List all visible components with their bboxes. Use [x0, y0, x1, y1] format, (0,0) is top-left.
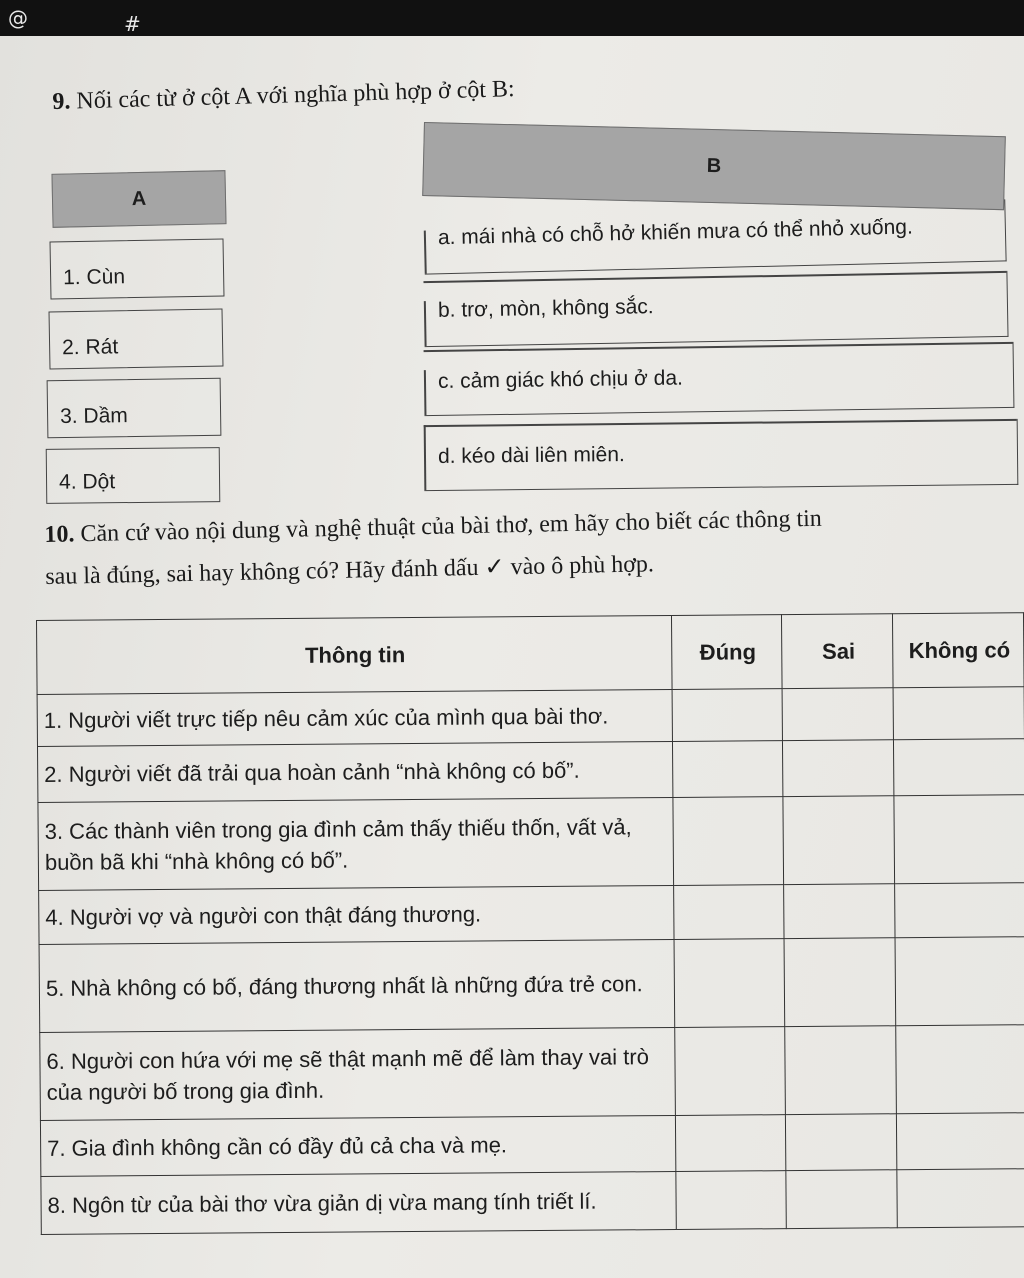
top-dark-strip: [0, 0, 1024, 36]
checkbox-correct-8[interactable]: [676, 1171, 787, 1230]
column-b-item-b-label: b. trơ, mòn, không sắc.: [437, 295, 654, 322]
column-a-item-3-label: 3. Dầm: [59, 404, 128, 429]
column-a-header-label: A: [131, 187, 147, 210]
header-incorrect: Sai: [782, 614, 893, 689]
question-10-text-line-2: sau là đúng, sai hay không có? Hãy đánh dấu ✓ vào ô phù hợp.: [45, 551, 655, 590]
checkbox-not-mentioned-2[interactable]: [894, 739, 1024, 796]
column-a-item-1-label: 1. Cùn: [62, 265, 126, 290]
table-header-row: [37, 613, 1024, 695]
checkbox-not-mentioned-3[interactable]: [894, 795, 1024, 884]
column-a-item-3: [47, 378, 222, 438]
checkbox-not-mentioned-8[interactable]: [897, 1169, 1024, 1228]
checkbox-incorrect-7[interactable]: [786, 1114, 897, 1171]
column-b-header: [422, 122, 1006, 210]
table-row: [38, 795, 1024, 891]
column-b-item-a-label: a. mái nhà có chỗ hở khiến mưa có thể nhỏ xuống.: [437, 215, 914, 250]
column-a-item-4-label: 4. Dột: [58, 470, 116, 494]
statement-8: 8. Ngôn từ của bài thơ vừa giản dị vừa mang tính triết lí.: [41, 1171, 676, 1234]
statement-5: 5. Nhà không có bố, đáng thương nhất là những đứa trẻ con.: [39, 940, 674, 1033]
checkbox-not-mentioned-7[interactable]: [897, 1113, 1024, 1170]
checkbox-incorrect-6[interactable]: [785, 1026, 896, 1115]
question-10-text-line-1: Căn cứ vào nội dung và nghệ thuật của bài thơ, em hãy cho biết các thông tin: [80, 505, 823, 548]
statement-4: 4. Người vợ và người con thật đáng thương.: [39, 886, 674, 945]
header-correct: Đúng: [671, 615, 782, 690]
table-row: [39, 937, 1024, 1033]
hash-sign-mark: #: [124, 12, 141, 36]
checkbox-incorrect-5[interactable]: [785, 938, 896, 1027]
table-row: [37, 687, 1024, 747]
statement-7: 7. Gia đình không cần có đầy đủ cả cha và mẹ.: [40, 1115, 675, 1176]
table-row: [39, 883, 1024, 945]
column-a-item-4: [46, 447, 221, 504]
question-10-number: 10.: [44, 521, 75, 548]
true-false-table: [36, 612, 1024, 1235]
column-b-item-c: [424, 342, 1015, 416]
checkbox-incorrect-1[interactable]: [783, 688, 894, 741]
statement-6: 6. Người con hứa với mẹ sẽ thật mạnh mẽ để làm thay vai trò của người bố trong gia đình.: [40, 1027, 675, 1120]
column-a-item-1: [50, 238, 225, 299]
checkbox-correct-5[interactable]: [674, 939, 786, 1028]
checkbox-correct-1[interactable]: [672, 689, 783, 742]
checkbox-incorrect-8[interactable]: [786, 1170, 897, 1229]
header-not-mentioned: Không có: [893, 613, 1024, 688]
statement-2: 2. Người viết đã trải qua hoàn cảnh “nhà không có bố”.: [37, 742, 672, 803]
checkbox-not-mentioned-6[interactable]: [896, 1025, 1024, 1114]
column-a-item-2: [49, 308, 224, 369]
checkbox-correct-7[interactable]: [675, 1115, 786, 1172]
column-b-item-b: [423, 271, 1008, 347]
column-b-item-a: [423, 199, 1006, 274]
checkbox-correct-2[interactable]: [672, 741, 783, 798]
question-9-text: Nối các từ ở cột A với nghĩa phù hợp ở cột B:: [76, 76, 516, 115]
column-b-item-d: [424, 419, 1019, 491]
checkbox-incorrect-4[interactable]: [784, 884, 895, 939]
checkbox-correct-6[interactable]: [674, 1027, 786, 1116]
column-b-header-label: B: [706, 154, 722, 177]
checkbox-incorrect-3[interactable]: [783, 796, 894, 885]
table-row: [41, 1169, 1024, 1235]
checkbox-not-mentioned-1[interactable]: [893, 687, 1024, 740]
checkbox-not-mentioned-5[interactable]: [895, 937, 1024, 1026]
at-sign-mark: @: [8, 6, 28, 30]
table-row: [37, 739, 1024, 803]
checkbox-not-mentioned-4[interactable]: [895, 883, 1024, 938]
table-row: [40, 1025, 1024, 1121]
column-a-header: [51, 170, 226, 228]
checkbox-correct-4[interactable]: [673, 885, 784, 940]
column-a-item-2-label: 2. Rát: [61, 335, 119, 360]
statement-3: 3. Các thành viên trong gia đình cảm thấy thiếu thốn, vất vả, buồn bã khi “nhà không có bố”.: [38, 798, 673, 891]
checkbox-incorrect-2[interactable]: [783, 740, 894, 797]
table-row: [40, 1113, 1024, 1177]
statement-1: 1. Người viết trực tiếp nêu cảm xúc của mình qua bài thơ.: [37, 690, 672, 747]
checkbox-correct-3[interactable]: [673, 797, 785, 886]
column-b-item-c-label: c. cảm giác khó chịu ở da.: [437, 366, 684, 393]
header-information: Thông tin: [37, 616, 672, 695]
column-b-item-d-label: d. kéo dài liên miên.: [437, 443, 625, 468]
question-9-number: 9.: [52, 88, 71, 115]
